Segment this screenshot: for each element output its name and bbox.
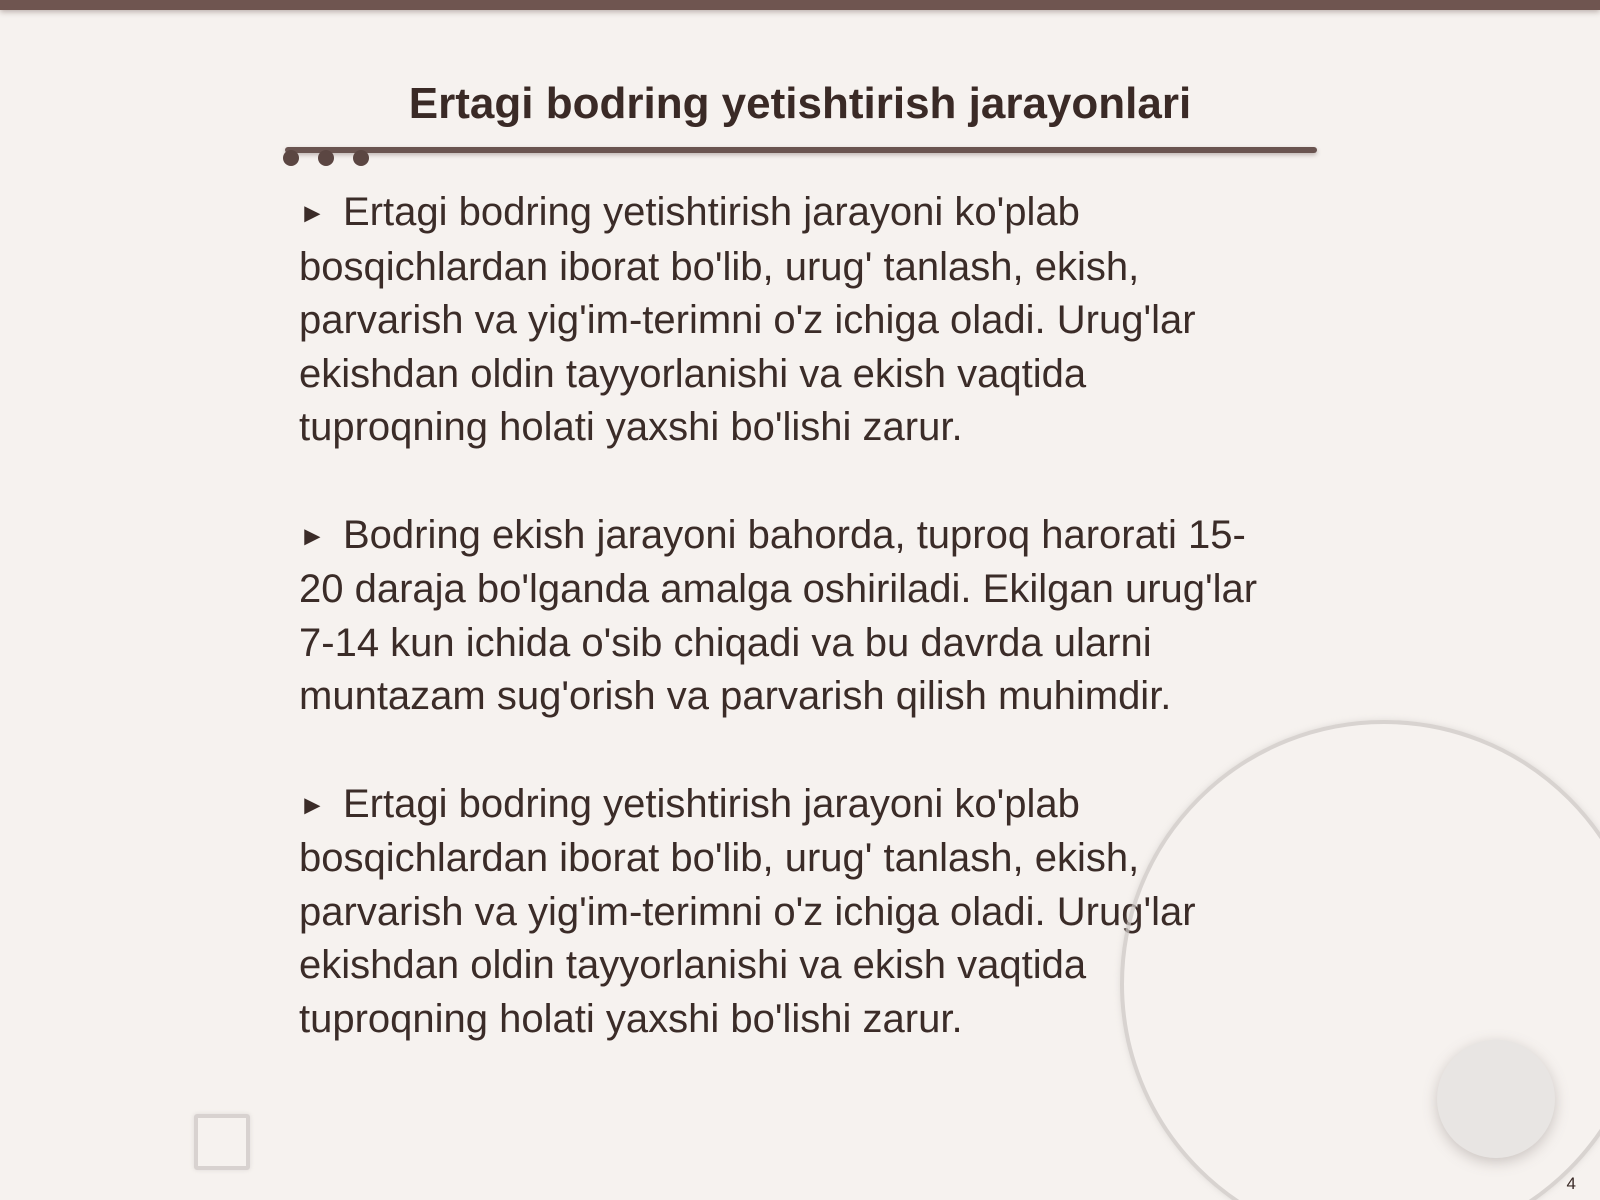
decorative-dot [318,150,334,166]
bullet-text: Bodring ekish jarayoni bahorda, tuproq harorati 15-20 daraja bo'lganda amalga oshiriladi. Ekilgan urug'lar 7-14 kun ichida o'sib chiqadi va bu davrda ularni muntazam sug'orish va parvarish qilish muhimdir. [299,512,1258,718]
decorative-square [194,1114,250,1170]
triangle-bullet-icon: ► [299,198,326,228]
bullet-item [299,186,1279,455]
page-number: 4 [1566,1174,1576,1193]
top-accent-bar [0,0,1600,10]
decorative-dot [353,150,369,166]
decorative-circle [1437,1040,1555,1158]
title-underline [285,147,1317,153]
triangle-bullet-icon: ► [299,789,326,820]
decorative-dot [283,150,299,166]
bullet-text: Ertagi bodring yetishtirish jarayoni ko'plab bosqichlardan iborat bo'lib, urug' tanlash, ekish, parvarish va yig'im-terimni o'z ichiga oladi. Urug'lar ekishdan oldin tayyorlanishi va ekish vaqtida tuproqning holati yaxshi bo'lishi zarur. [299,190,1196,449]
bullet-item [299,509,1279,724]
slide-title: Ertagi bodring yetishtirish jarayonlari [408,79,1192,128]
triangle-bullet-icon: ► [299,520,326,551]
bullet-text: Ertagi bodring yetishtirish jarayoni ko'plab bosqichlardan iborat bo'lib, urug' tanlash, ekish, parvarish va yig'im-terimni o'z ichiga oladi. Urug'lar ekishdan oldin tayyorlanishi va ekish vaqtida tuproqning holati yaxshi bo'lishi zarur. [299,781,1196,1041]
